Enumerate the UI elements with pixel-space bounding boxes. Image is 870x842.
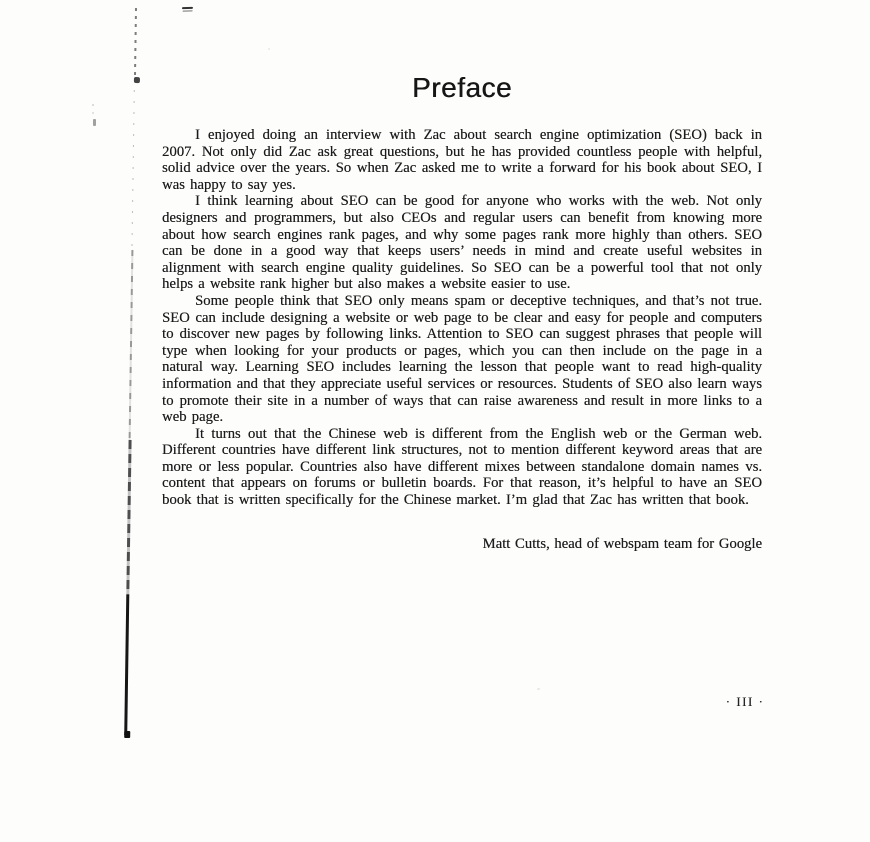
scan-speck-artifact <box>537 688 540 690</box>
page-content <box>162 72 762 552</box>
binding-segment <box>129 250 134 440</box>
paragraph-4: It turns out that the Chinese web is different from the English web or the German web. Different countries have different link structures, not to mention different keyword areas that are more or less popular. Countries also have different mixes between standalone domain names vs. content that appears on forums or bulletin boards. For that reason, it’s helpful to have an SEO book that is written specifically for the Chinese market. I’m glad that Zac has written that book. <box>162 425 762 509</box>
page-title: Preface <box>412 72 512 103</box>
binding-tick-mark <box>134 77 140 83</box>
paragraph-3: Some people think that SEO only means spam or deceptive techniques, and that’s not true. SEO can include designing a website or web page to be clear and easy for people and computers to discover new pages by following links. Attention to SEO can suggest phrases that people will type when looking for your products or pages, which you can then include on the page in a natural way. Learning SEO includes learning the lesson that people want to read high-quality information and that they appreciate useful services or resources. Students of SEO also learn ways to promote their site in a number of ways that can raise awareness and result in more links to a web page. <box>162 292 762 426</box>
paragraph-1: I enjoyed doing an interview with Zac about search engine optimization (SEO) back in 2007. Not only did Zac ask great questions, but he has provided countless people with helpful, solid advice over the years. So when Zac asked me to write a forward for his book about SEO, I was happy to say yes. <box>162 127 762 193</box>
page-number: · III · <box>725 694 765 709</box>
binding-segment <box>126 440 131 595</box>
scan-speck-artifact <box>268 48 270 50</box>
binding-segment <box>124 595 129 735</box>
paragraph-2: I think learning about SEO can be good for anyone who works with the web. Not only designers and programmers, but also CEOs and regular users can benefit from knowing more about how search engines rank pages, and why some pages rank more highly than others. SEO can be done in a good way that keeps users’ needs in mind and create useful websites in alignment with search engine quality guidelines. So SEO can be a powerful tool that not only helps a website rank higher but also makes a website easier to use. <box>162 193 762 293</box>
binding-segment <box>134 8 137 80</box>
binding-segment <box>131 90 134 250</box>
scan-smudge-artifact <box>182 7 193 9</box>
signature-line: Matt Cutts, head of webspam team for Google <box>482 535 762 552</box>
binding-line-artifact <box>122 8 141 738</box>
scan-speck-artifact <box>93 119 96 126</box>
scan-speck-artifact <box>92 104 94 106</box>
binding-base-blob <box>124 731 130 738</box>
scan-speck-artifact <box>92 112 94 114</box>
